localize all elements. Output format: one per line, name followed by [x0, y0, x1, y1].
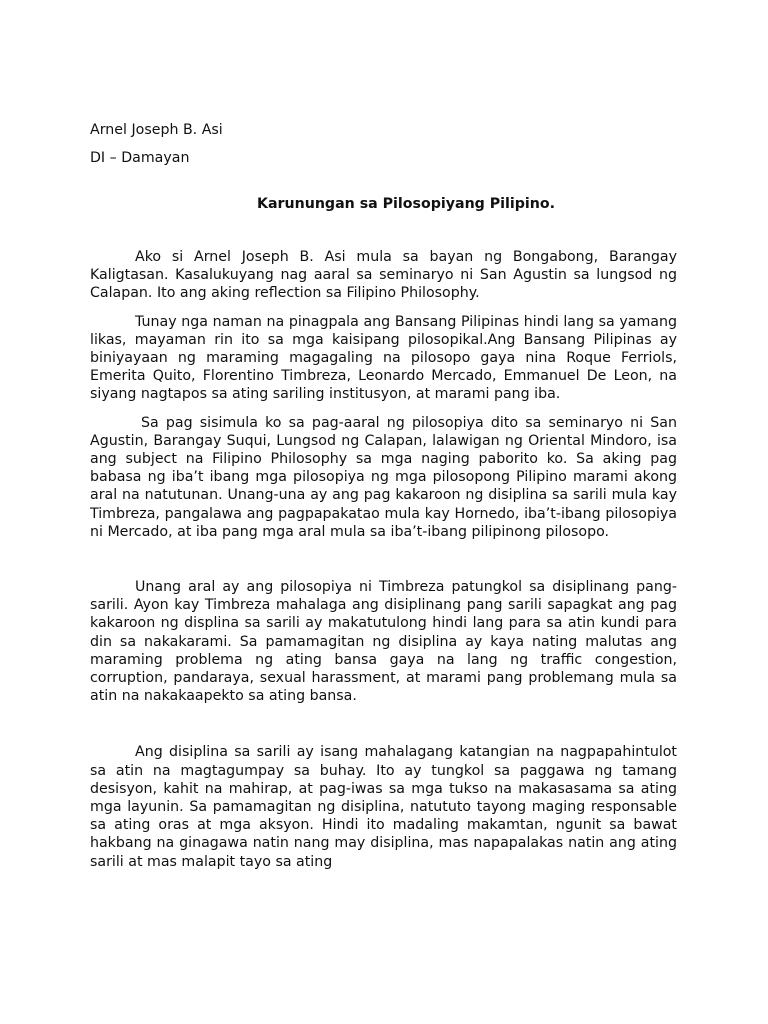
paragraph-5: Ang disiplina sa sarili ay isang mahalagang katangian na nagpapahintulot sa atin na magtagumpay sa buhay. Ito ay tungkol sa paggawa ng tamang desisyon, kahit na mahirap, at pag-iwas sa mga tukso na makasasama sa ating mga layunin. Sa pamamagitan ng disiplina, natututo tayong maging responsable sa ating oras at mga aksyon. Hindi ito madaling makamtan, ngunit sa bawat hakbang na ginagawa natin nang may disiplina, mas napapalakas natin ang ating sarili at mas malapit tayo sa ating: [90, 744, 677, 870]
document-page: [90, 118, 677, 871]
author-name: Arnel Joseph B. Asi: [90, 122, 223, 138]
section-name: DI – Damayan: [90, 150, 190, 166]
paragraph-2: Tunay nga naman na pinagpala ang Bansang Pilipinas hindi lang sa yamang likas, mayaman rin ito sa mga kaisipang pilosopikal.Ang Bansang Pilipinas ay biniyayaan ng maraming magagaling na pilosopo gaya nina Roque Ferriols, Emerita Quito, Florentino Timbreza, Leonardo Mercado, Emmanuel De Leon, na siyang nagtapos sa ating sariling institusyon, at marami pang iba.: [90, 313, 677, 403]
paragraph-1: Ako si Arnel Joseph B. Asi mula sa bayan ng Bongabong, Barangay Kaligtasan. Kasalukuyang nag aaral sa seminaryo ni San Agustin sa lungsod ng Calapan. Ito ang aking reflection sa Filipino Philosophy.: [90, 249, 677, 302]
paragraph-4: Unang aral ay ang pilosopiya ni Timbreza patungkol sa disiplinang pang-sarili. Ayon kay Timbreza mahalaga ang disiplinang pang sarili sapagkat ang pag kakaroon ng displina sa sarili ay makatutulong hindi lang para sa atin kundi para din sa nakakarami. Sa pamamagitan ng disiplina ay kaya nating malutas ang maraming problema ng ating bansa gaya na lang ng traffic congestion, corruption, pandaraya, sexual harassment, at marami pang problemang mula sa atin na nakakaapekto sa ating bansa.: [90, 579, 677, 705]
document-title: Karunungan sa Pilosopiyang Pilipino.: [256, 196, 556, 212]
paragraph-3: Sa pag sisimula ko sa pag-aaral ng pilosopiya dito sa seminaryo ni San Agustin, Barangay Suqui, Lungsod ng Calapan, lalawigan ng Oriental Mindoro, isa ang subject na Filipino Philosophy sa mga naging paborito ko. Sa aking pag babasa ng iba’t ibang mga pilosopiya ng mga pilosopong Pilipino marami akong aral na natutunan. Unang-una ay ang pag kakaroon ng disiplina sa sarili mula kay Timbreza, pangalawa ang pagpapakatao mula kay Hornedo, iba’t-ibang pilosopiya ni Mercado, at iba pang mga aral mula sa iba’t-ibang pilipinong pilosopo.: [90, 414, 677, 540]
